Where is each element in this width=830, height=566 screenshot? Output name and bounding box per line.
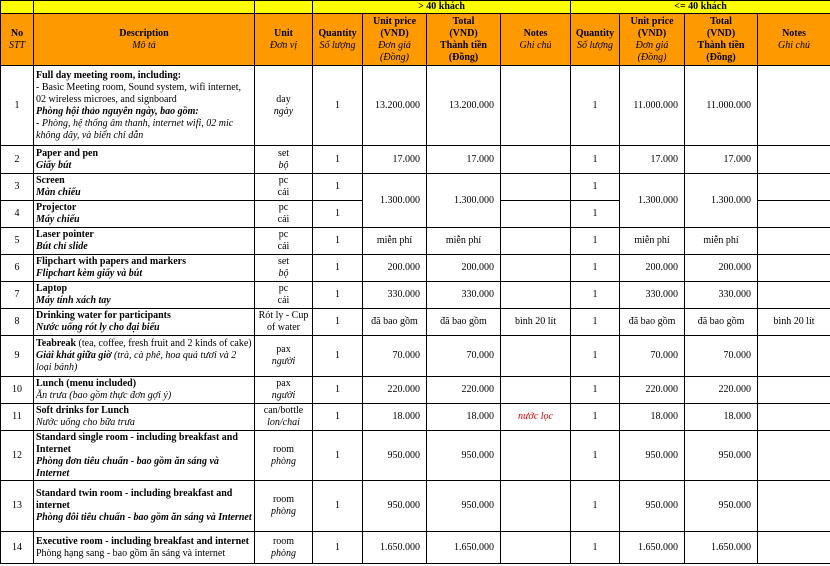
header-unit-price-over40: Unit price (VND) Đơn giá (Đồng) bbox=[363, 14, 427, 66]
row-notes-over40: bình 20 lít bbox=[501, 309, 571, 336]
row-notes-over40 bbox=[501, 255, 571, 282]
row-total-under40: 1.650.000 bbox=[685, 532, 758, 564]
header-notes-under40: Notes Ghi chú bbox=[758, 14, 830, 66]
row-description: Screen Màn chiếu bbox=[34, 174, 255, 201]
row-total-over40: 200.000 bbox=[427, 255, 501, 282]
row-quantity-under40: 1 bbox=[571, 228, 620, 255]
row-quantity-under40: 1 bbox=[571, 201, 620, 228]
row-total-under40: 330.000 bbox=[685, 282, 758, 309]
group-blank-unit bbox=[255, 1, 313, 14]
row-unit: pax người bbox=[255, 377, 313, 404]
row-total-over40: 70.000 bbox=[427, 336, 501, 377]
row-unit: pc cái bbox=[255, 228, 313, 255]
row-total-under40: 11.000.000 bbox=[685, 66, 758, 146]
row-notes-under40 bbox=[758, 255, 830, 282]
row-notes-over40 bbox=[501, 282, 571, 309]
row-notes-over40: nước lọc bbox=[501, 404, 571, 431]
row-total-over40: 950.000 bbox=[427, 481, 501, 532]
row-unit-price-over40: 950.000 bbox=[363, 481, 427, 532]
row-notes-over40 bbox=[501, 228, 571, 255]
row-no: 5 bbox=[1, 228, 34, 255]
row-unit: Rót ly - Cup of water bbox=[255, 309, 313, 336]
group-header-row bbox=[1, 1, 830, 14]
row-unit-price-under40: 17.000 bbox=[620, 146, 685, 174]
row-notes-under40 bbox=[758, 336, 830, 377]
row-unit-price-over40: 1.650.000 bbox=[363, 532, 427, 564]
row-unit-price-under40: 950.000 bbox=[620, 481, 685, 532]
row-unit: room phòng bbox=[255, 481, 313, 532]
row-total-under40: đã bao gồm bbox=[685, 309, 758, 336]
row-notes-under40 bbox=[758, 174, 830, 201]
row-description: Laptop Máy tính xách tay bbox=[34, 282, 255, 309]
row-total-over40: 18.000 bbox=[427, 404, 501, 431]
row-total-under40: 1.300.000 bbox=[685, 174, 758, 228]
row-description: Paper and pen Giấy bút bbox=[34, 146, 255, 174]
row-quantity-over40: 1 bbox=[313, 201, 363, 228]
table-row bbox=[1, 174, 830, 201]
row-notes-under40 bbox=[758, 282, 830, 309]
row-description: Soft drinks for Lunch Nước uống cho bữa trưa bbox=[34, 404, 255, 431]
row-quantity-over40: 1 bbox=[313, 532, 363, 564]
row-unit: pc cái bbox=[255, 174, 313, 201]
header-total-over40: Total (VND) Thành tiền (Đồng) bbox=[427, 14, 501, 66]
row-unit-price-over40: 950.000 bbox=[363, 431, 427, 481]
row-quantity-over40: 1 bbox=[313, 146, 363, 174]
row-no: 7 bbox=[1, 282, 34, 309]
row-description: Lunch (menu included) Ăn trưa (bao gồm thực đơn gợi ý) bbox=[34, 377, 255, 404]
row-quantity-over40: 1 bbox=[313, 309, 363, 336]
row-unit-price-under40: 1.650.000 bbox=[620, 532, 685, 564]
row-no: 2 bbox=[1, 146, 34, 174]
header-unit-price-under40: Unit price (VND) Đơn giá (Đồng) bbox=[620, 14, 685, 66]
row-unit-price-under40: 950.000 bbox=[620, 431, 685, 481]
row-quantity-under40: 1 bbox=[571, 174, 620, 201]
row-quantity-under40: 1 bbox=[571, 404, 620, 431]
row-total-over40: 13.200.000 bbox=[427, 66, 501, 146]
row-notes-under40 bbox=[758, 431, 830, 481]
table-row bbox=[1, 404, 830, 431]
header-no: No STT bbox=[1, 14, 34, 66]
row-notes-under40 bbox=[758, 146, 830, 174]
table-row bbox=[1, 66, 830, 146]
table-row bbox=[1, 146, 830, 174]
row-unit-price-over40: 13.200.000 bbox=[363, 66, 427, 146]
row-description: Executive room - including breakfast and internet Phòng hạng sang - bao gồm ăn sáng và internet bbox=[34, 532, 255, 564]
group-under-40: <= 40 khách bbox=[571, 1, 830, 14]
row-quantity-over40: 1 bbox=[313, 431, 363, 481]
row-quantity-over40: 1 bbox=[313, 404, 363, 431]
table-row bbox=[1, 431, 830, 481]
group-blank-desc bbox=[34, 1, 255, 14]
table-row bbox=[1, 481, 830, 532]
row-no: 11 bbox=[1, 404, 34, 431]
header-quantity-under40: Quantity Số lượng bbox=[571, 14, 620, 66]
row-no: 10 bbox=[1, 377, 34, 404]
table-row bbox=[1, 336, 830, 377]
row-description: Laser pointer Bút chỉ slide bbox=[34, 228, 255, 255]
row-no: 3 bbox=[1, 174, 34, 201]
row-notes-over40 bbox=[501, 174, 571, 201]
row-notes-over40 bbox=[501, 377, 571, 404]
table-row bbox=[1, 255, 830, 282]
column-header-row bbox=[1, 14, 830, 66]
row-total-under40: 220.000 bbox=[685, 377, 758, 404]
row-notes-over40 bbox=[501, 532, 571, 564]
row-description: Drinking water for participants Nước uống rót ly cho đại biểu bbox=[34, 309, 255, 336]
row-no: 12 bbox=[1, 431, 34, 481]
row-notes-under40 bbox=[758, 201, 830, 228]
row-unit-price-under40: 200.000 bbox=[620, 255, 685, 282]
row-total-over40: 220.000 bbox=[427, 377, 501, 404]
row-total-over40: 17.000 bbox=[427, 146, 501, 174]
row-description: Standard twin room - including breakfast and internet Phòng đôi tiêu chuẩn - bao gồm ăn sáng và Internet bbox=[34, 481, 255, 532]
row-unit-price-under40: 220.000 bbox=[620, 377, 685, 404]
row-unit-price-over40: 200.000 bbox=[363, 255, 427, 282]
row-notes-over40 bbox=[501, 66, 571, 146]
row-description: Flipchart with papers and markers Flipchart kèm giấy và bút bbox=[34, 255, 255, 282]
row-notes-over40 bbox=[501, 336, 571, 377]
row-unit: room phòng bbox=[255, 532, 313, 564]
table-row bbox=[1, 228, 830, 255]
row-total-under40: 950.000 bbox=[685, 431, 758, 481]
row-total-under40: miễn phí bbox=[685, 228, 758, 255]
row-unit-price-over40: miễn phí bbox=[363, 228, 427, 255]
row-total-under40: 950.000 bbox=[685, 481, 758, 532]
row-no: 6 bbox=[1, 255, 34, 282]
row-notes-under40 bbox=[758, 404, 830, 431]
row-description: Projector Máy chiếu bbox=[34, 201, 255, 228]
row-quantity-over40: 1 bbox=[313, 255, 363, 282]
row-description: Full day meeting room, including: - Basic Meeting room, Sound system, wifi internet, 02 wireless microes, and signboard Phòng hội thảo nguyên ngày, bao gồm: - Phòng, hệ thống âm thanh, internet wifi, 02 mic không dây, và biển chỉ dẫn bbox=[34, 66, 255, 146]
row-description: Teabreak (tea, coffee, fresh fruit and 2 kinds of cake) Giải khát giữa giờ (trà, cà phê, hoa quả tươi và 2 loại bánh) bbox=[34, 336, 255, 377]
row-unit-price-under40: miễn phí bbox=[620, 228, 685, 255]
row-unit-price-under40: đã bao gồm bbox=[620, 309, 685, 336]
row-unit-price-over40: 220.000 bbox=[363, 377, 427, 404]
row-total-over40: miễn phí bbox=[427, 228, 501, 255]
row-total-over40: 1.300.000 bbox=[427, 174, 501, 228]
header-quantity-over40: Quantity Số lượng bbox=[313, 14, 363, 66]
row-notes-under40: bình 20 lít bbox=[758, 309, 830, 336]
row-unit-price-over40: đã bao gồm bbox=[363, 309, 427, 336]
row-unit-price-over40: 70.000 bbox=[363, 336, 427, 377]
row-total-under40: 200.000 bbox=[685, 255, 758, 282]
row-unit-price-over40: 17.000 bbox=[363, 146, 427, 174]
row-no: 9 bbox=[1, 336, 34, 377]
row-quantity-under40: 1 bbox=[571, 66, 620, 146]
row-notes-over40 bbox=[501, 146, 571, 174]
row-quantity-over40: 1 bbox=[313, 66, 363, 146]
row-notes-under40 bbox=[758, 66, 830, 146]
row-unit-price-under40: 18.000 bbox=[620, 404, 685, 431]
row-total-over40: 950.000 bbox=[427, 431, 501, 481]
table-row bbox=[1, 532, 830, 564]
row-quantity-over40: 1 bbox=[313, 336, 363, 377]
row-no: 13 bbox=[1, 481, 34, 532]
row-description: Standard single room - including breakfast and Internet Phòng đơn tiêu chuẩn - bao gồm ăn sáng và Internet bbox=[34, 431, 255, 481]
row-unit: pc cái bbox=[255, 201, 313, 228]
group-over-40: > 40 khách bbox=[313, 1, 571, 14]
row-quantity-under40: 1 bbox=[571, 481, 620, 532]
row-quantity-over40: 1 bbox=[313, 377, 363, 404]
header-total-under40: Total (VND) Thành tiền (Đồng) bbox=[685, 14, 758, 66]
row-quantity-under40: 1 bbox=[571, 146, 620, 174]
row-quantity-under40: 1 bbox=[571, 255, 620, 282]
row-unit: day ngày bbox=[255, 66, 313, 146]
table-row bbox=[1, 377, 830, 404]
row-unit: set bộ bbox=[255, 146, 313, 174]
row-notes-under40 bbox=[758, 377, 830, 404]
table-row bbox=[1, 282, 830, 309]
row-quantity-under40: 1 bbox=[571, 377, 620, 404]
row-total-under40: 17.000 bbox=[685, 146, 758, 174]
row-quantity-over40: 1 bbox=[313, 481, 363, 532]
row-unit-price-over40: 1.300.000 bbox=[363, 174, 427, 228]
row-total-over40: đã bao gồm bbox=[427, 309, 501, 336]
row-no: 1 bbox=[1, 66, 34, 146]
row-unit-price-under40: 70.000 bbox=[620, 336, 685, 377]
row-unit-price-under40: 330.000 bbox=[620, 282, 685, 309]
row-quantity-under40: 1 bbox=[571, 309, 620, 336]
row-quantity-under40: 1 bbox=[571, 532, 620, 564]
row-notes-over40 bbox=[501, 431, 571, 481]
row-quantity-under40: 1 bbox=[571, 336, 620, 377]
row-notes-over40 bbox=[501, 201, 571, 228]
row-notes-over40 bbox=[501, 481, 571, 532]
row-total-over40: 330.000 bbox=[427, 282, 501, 309]
row-notes-under40 bbox=[758, 481, 830, 532]
row-unit-price-over40: 330.000 bbox=[363, 282, 427, 309]
row-quantity-under40: 1 bbox=[571, 282, 620, 309]
group-blank-no bbox=[1, 1, 34, 14]
row-quantity-over40: 1 bbox=[313, 228, 363, 255]
row-notes-under40 bbox=[758, 532, 830, 564]
row-total-over40: 1.650.000 bbox=[427, 532, 501, 564]
row-unit: pax người bbox=[255, 336, 313, 377]
row-no: 14 bbox=[1, 532, 34, 564]
row-unit-price-over40: 18.000 bbox=[363, 404, 427, 431]
header-notes-over40: Notes Ghi chú bbox=[501, 14, 571, 66]
header-unit: Unit Đơn vị bbox=[255, 14, 313, 66]
row-no: 8 bbox=[1, 309, 34, 336]
row-quantity-over40: 1 bbox=[313, 282, 363, 309]
row-unit: can/bottle lon/chai bbox=[255, 404, 313, 431]
row-total-under40: 70.000 bbox=[685, 336, 758, 377]
row-no: 4 bbox=[1, 201, 34, 228]
row-unit: set bộ bbox=[255, 255, 313, 282]
row-notes-under40 bbox=[758, 228, 830, 255]
header-description: Description Mô tả bbox=[34, 14, 255, 66]
row-quantity-under40: 1 bbox=[571, 431, 620, 481]
row-unit-price-under40: 1.300.000 bbox=[620, 174, 685, 228]
table-row bbox=[1, 309, 830, 336]
row-total-under40: 18.000 bbox=[685, 404, 758, 431]
row-unit: pc cái bbox=[255, 282, 313, 309]
row-unit: room phòng bbox=[255, 431, 313, 481]
row-unit-price-under40: 11.000.000 bbox=[620, 66, 685, 146]
row-quantity-over40: 1 bbox=[313, 174, 363, 201]
